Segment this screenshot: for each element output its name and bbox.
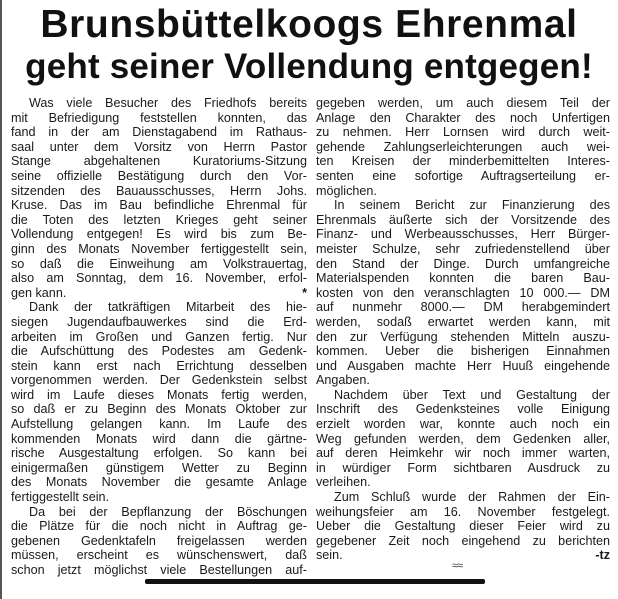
text-line-content: Aufstellung gelangen kann. Im Laufe des [11,417,307,432]
end-ornament: ≈≈ [452,560,463,572]
text-line-content: verleihen. [316,475,371,490]
text-line-content: kommen. Ueber die bisherigen Einnahmen [316,344,610,359]
text-line [11,227,307,242]
text-line-content: Da bei der Bepflanzung der Böschungen [29,504,307,519]
article-paragraph [316,490,610,563]
text-line-content: seine offizielle Bestätigung durch den Vor- [11,168,307,183]
headline-line-2: geht seiner Vollendung entgegen! [25,47,593,86]
text-line [11,315,307,330]
text-line-content: erzielt worden war, konnte auch noch ein [316,417,610,432]
text-line [11,96,307,111]
text-line-content: fertiggestellt sein. [11,490,110,505]
text-line [316,96,610,111]
text-line-content: auf deren Heimkehr wir noch immer warten, [316,446,610,461]
text-line-content: Vollendung entgegen! Es wird bis zum Be- [11,227,307,242]
text-line [11,257,307,272]
text-line-content: gegebener Zeit noch eingehend zu berichten [316,533,610,548]
text-line [316,184,610,199]
text-line-content: mit Befriedigung feststellen konnten, das [11,110,307,125]
text-line [316,242,610,257]
text-line-content: rische Ausgestaltung erfolgen. So kann bei [11,446,307,461]
text-line-content: Was viele Besucher des Friedhofs bereits [29,96,307,110]
text-line [11,534,307,549]
text-line-content: Zum Schluß wurde der Rahmen der Ein- [334,490,610,505]
text-line-content: und Ausgaben machte Herr Huuß eingehende [316,358,610,373]
text-line [11,242,307,257]
text-line-content: gebenen Gedenktafeln freigelassen werden [11,533,307,548]
text-line-content: ten Kreisen der minderbemittelten Interes- [316,154,610,169]
text-line [11,388,307,403]
text-line [11,271,307,286]
text-line [316,271,610,286]
text-line [316,548,610,563]
text-line-content: werden, sodaß erwartet werden kann, mit [316,314,610,329]
text-line-content: gehende Zahlungserleichterungen auch wei- [316,139,610,154]
text-line [316,140,610,155]
text-line [11,461,307,476]
text-line-content: In seinem Bericht zur Finanzierung des [334,198,610,213]
text-line [11,490,307,505]
text-line [11,519,307,534]
text-line [316,344,610,359]
text-line-content: den Stand der Dinge. Durch umfangreiche [316,256,610,271]
text-line [11,300,307,315]
text-line [11,330,307,345]
article-paragraph [316,198,610,388]
text-line-content: die Plätze für die noch nicht in Auftrag ge- [11,519,307,534]
text-line-content: Inschrift des Gedenksteines volle Einigung [316,402,610,417]
text-line-content: einigermaßen günstigem Wetter zu Beginn [11,460,307,475]
text-line [316,257,610,272]
text-line [316,330,610,345]
text-line [316,154,610,169]
text-line-content: also am Sonntag, dem 16. November, erfol- [11,271,307,286]
text-line-content: zu nehmen. Herr Lornsen wird durch weit- [316,125,610,140]
text-line [11,111,307,126]
text-line [316,227,610,242]
text-line [11,563,307,578]
text-line [316,417,610,432]
text-line [316,315,610,330]
author-signature: -tz [595,548,610,563]
text-line-content: kosten von den veranschlagten 10 000.— DM [316,285,610,300]
text-line-content: sitzenden des Bauausschusses, Herrn Johs. [11,183,307,198]
text-line [11,344,307,359]
text-line-content: wird im Laufe dieses Monats fertig werden, [11,387,307,402]
text-line-content: Weg gefunden werden, dem Gedenken aller, [316,431,610,446]
text-line-content: weihungsfeier am 16. November festgelegt. [316,504,610,519]
text-line-content: Anlage den Charakter des noch Unfertigen [316,110,610,125]
text-line [316,446,610,461]
text-line-content: müssen, erscheint es wünschenswert, daß [11,548,307,563]
article-column-right [316,96,610,563]
text-line [11,505,307,520]
text-line [11,432,307,447]
text-line [316,286,610,301]
text-line-content: die Aufschüttung des Podestes am Gedenk- [11,344,307,359]
text-line [316,534,610,549]
text-line-content: Ueber die Gestaltung dieser Feier wird zu [316,519,610,534]
text-line [11,286,307,301]
text-line-content: so daß er zu Beginn des Monats Oktober zur [11,402,307,417]
text-line [11,359,307,374]
text-line [11,213,307,228]
text-line-content: Finanz- und Werbeausschusses, Herr Bürger- [316,227,610,242]
text-line [316,213,610,228]
article-paragraph [11,505,307,578]
text-line-content: des Monats November die gesamte Anlage [11,475,307,490]
text-line [11,184,307,199]
text-line-content: ginn des Monats November fertiggestellt sein, [11,241,307,256]
text-line [316,388,610,403]
text-line [316,300,610,315]
text-line [11,373,307,388]
text-line [316,490,610,505]
text-line-content: arbeiten im Großen und Ganzen fertig. Nur [11,329,307,344]
text-line [11,446,307,461]
text-line-content: so daß die Einweihung am Volkstrauertag, [11,256,307,271]
text-line-content: gegeben werden, um auch diesem Teil der [316,96,610,110]
text-line-content: kommenden Monats wird dann die gärtne- [11,431,307,446]
text-line [11,125,307,140]
text-line-content: den zur Verfügung stehenden Mitteln auszu- [316,329,610,344]
text-line-content: senten eine sofortige Auftragserteilung er- [316,168,610,183]
text-line [316,402,610,417]
text-line [316,519,610,534]
text-line [316,198,610,213]
article-paragraph [316,96,610,198]
text-line-content: vorgenommen werden. Der Gedenkstein selbst [11,373,307,388]
text-line-content: Nachdem über Text und Gestaltung der [334,387,610,402]
article-paragraph [11,96,307,300]
text-line-content: die Toten des letzten Krieges geht seiner [11,212,307,227]
asterisk-mark: * [302,285,307,300]
text-line [316,505,610,520]
text-line-content: siegen Jugendaufbauwerkes sind die Erd- [11,314,307,329]
text-line [316,169,610,184]
text-line-content: in würdiger Form sichtbaren Ausdruck zu [316,460,610,475]
text-line [316,359,610,374]
text-line-content: auf nunmehr 8000.— DM herabgemindert [316,300,610,315]
text-line-content: schon jetzt möglichst viele Bestellungen auf- [11,563,307,577]
text-line-content: stein kann erst nach Errichtung desselben [11,358,307,373]
text-line [11,417,307,432]
text-line [11,548,307,563]
text-line-content: gen kann. [11,285,67,300]
text-line-content: meister Schulze, sehr zufriedenstellend über [316,241,610,256]
text-line [11,475,307,490]
text-line-content: sein. [316,548,343,563]
text-line-content: möglichen. [316,183,377,198]
text-line-content: saal unter dem Vorsitz von Herrn Pastor [11,139,307,154]
text-line-content: Kruse. Das im Bau befindliche Ehrenmal für [11,198,307,213]
text-line-content: Angaben. [316,373,370,388]
text-line [316,373,610,388]
text-line-content: Dank der tatkräftigen Mitarbeit des hie- [29,300,307,315]
text-line-content: Stange abgehaltenen Kuratoriums-Sitzung [11,154,307,169]
text-line [316,461,610,476]
text-line [316,432,610,447]
text-line [11,154,307,169]
clipping-edge [0,0,2,599]
text-line [11,169,307,184]
text-line-content: Ehrenmals äußerte sich der Vorsitzende des [316,212,610,227]
article-paragraph [316,388,610,490]
text-line [316,475,610,490]
text-line-content: Materialspenden konnten die baren Bau- [316,271,610,286]
text-line [316,125,610,140]
text-line [11,140,307,155]
text-line-content: fand in der am Dienstagabend im Rathaus- [11,125,307,140]
headline-line-1: Brunsbüttelkoogs Ehrenmal [40,3,578,46]
text-line [11,402,307,417]
article-paragraph [11,300,307,504]
separator-rule [145,579,485,584]
article-column-left [11,96,307,578]
text-line [11,198,307,213]
text-line [316,111,610,126]
